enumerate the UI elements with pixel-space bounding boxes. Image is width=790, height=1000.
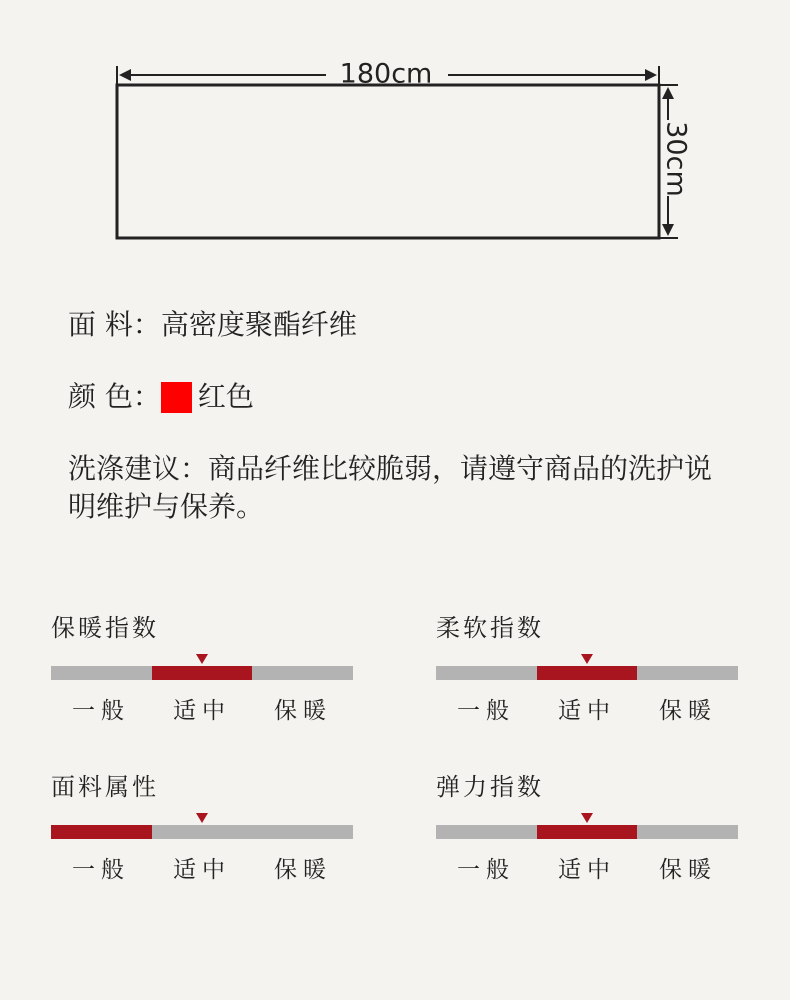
- level-marker-icon: [581, 813, 593, 823]
- color-swatch: [161, 382, 192, 413]
- scale-label-low: 一般: [72, 857, 130, 883]
- scale-label-mid: 适中: [173, 698, 231, 724]
- width-arrowhead-left: [119, 69, 131, 81]
- scale-label-high: 保暖: [659, 857, 717, 883]
- bar-segment-3: [252, 825, 353, 839]
- index-title: 面料属性: [51, 773, 159, 801]
- scale-label-low: 一般: [457, 698, 515, 724]
- width-label: 180cm: [339, 58, 433, 90]
- level-marker-icon: [581, 654, 593, 664]
- scale-label-mid: 适中: [558, 698, 616, 724]
- bar-segment-3: [637, 666, 738, 680]
- level-marker-icon: [196, 654, 208, 664]
- bar-segment-1: [51, 825, 152, 839]
- index-scale: [436, 851, 738, 881]
- scarf-outline: [117, 85, 659, 238]
- index-scale: [436, 692, 738, 722]
- bar-segment-1: [51, 666, 152, 680]
- scale-label-high: 保暖: [659, 698, 717, 724]
- index-bar: [51, 666, 353, 680]
- care-label: 洗涤建议：: [68, 452, 209, 485]
- index-warmth: [51, 608, 353, 724]
- level-marker-icon: [196, 813, 208, 823]
- material-label: 面 料：: [68, 308, 161, 341]
- material-value: 高密度聚酯纤维: [160, 308, 357, 341]
- scale-label-low: 一般: [72, 698, 130, 724]
- index-title: 弹力指数: [436, 773, 544, 801]
- bar-segment-3: [252, 666, 353, 680]
- width-arrowhead-right: [645, 69, 657, 81]
- scale-label-mid: 适中: [558, 857, 616, 883]
- index-elasticity: [436, 767, 738, 883]
- bar-segment-1: [436, 666, 537, 680]
- index-scale: [51, 851, 353, 881]
- bar-segment-2: [152, 825, 253, 839]
- index-softness: [436, 608, 738, 724]
- bar-segment-1: [436, 825, 537, 839]
- scale-label-high: 保暖: [274, 698, 332, 724]
- index-scale: [51, 692, 353, 722]
- index-bar: [436, 825, 738, 839]
- height-arrowhead-bottom: [662, 224, 674, 236]
- spec-care: [68, 450, 738, 526]
- color-label: 颜 色：: [68, 380, 161, 413]
- bar-segment-2: [537, 666, 638, 680]
- bar-segment-2: [152, 666, 253, 680]
- spec-color: [68, 378, 254, 416]
- bar-segment-2: [537, 825, 638, 839]
- bar-segment-3: [637, 825, 738, 839]
- scale-label-low: 一般: [457, 857, 515, 883]
- index-bar: [51, 825, 353, 839]
- index-fabric: [51, 767, 353, 883]
- scale-label-high: 保暖: [274, 857, 332, 883]
- dimension-diagram: [0, 0, 790, 260]
- index-title: 柔软指数: [436, 614, 544, 642]
- height-arrowhead-top: [662, 87, 674, 99]
- color-value: 红色: [197, 380, 254, 413]
- care-value: 商品纤维比较脆弱，请遵守商品的洗护说明维护与保养。: [68, 452, 713, 523]
- spec-material: [68, 306, 357, 344]
- index-bar: [436, 666, 738, 680]
- height-label: 30cm: [660, 121, 692, 197]
- scale-label-mid: 适中: [173, 857, 231, 883]
- index-title: 保暖指数: [51, 614, 159, 642]
